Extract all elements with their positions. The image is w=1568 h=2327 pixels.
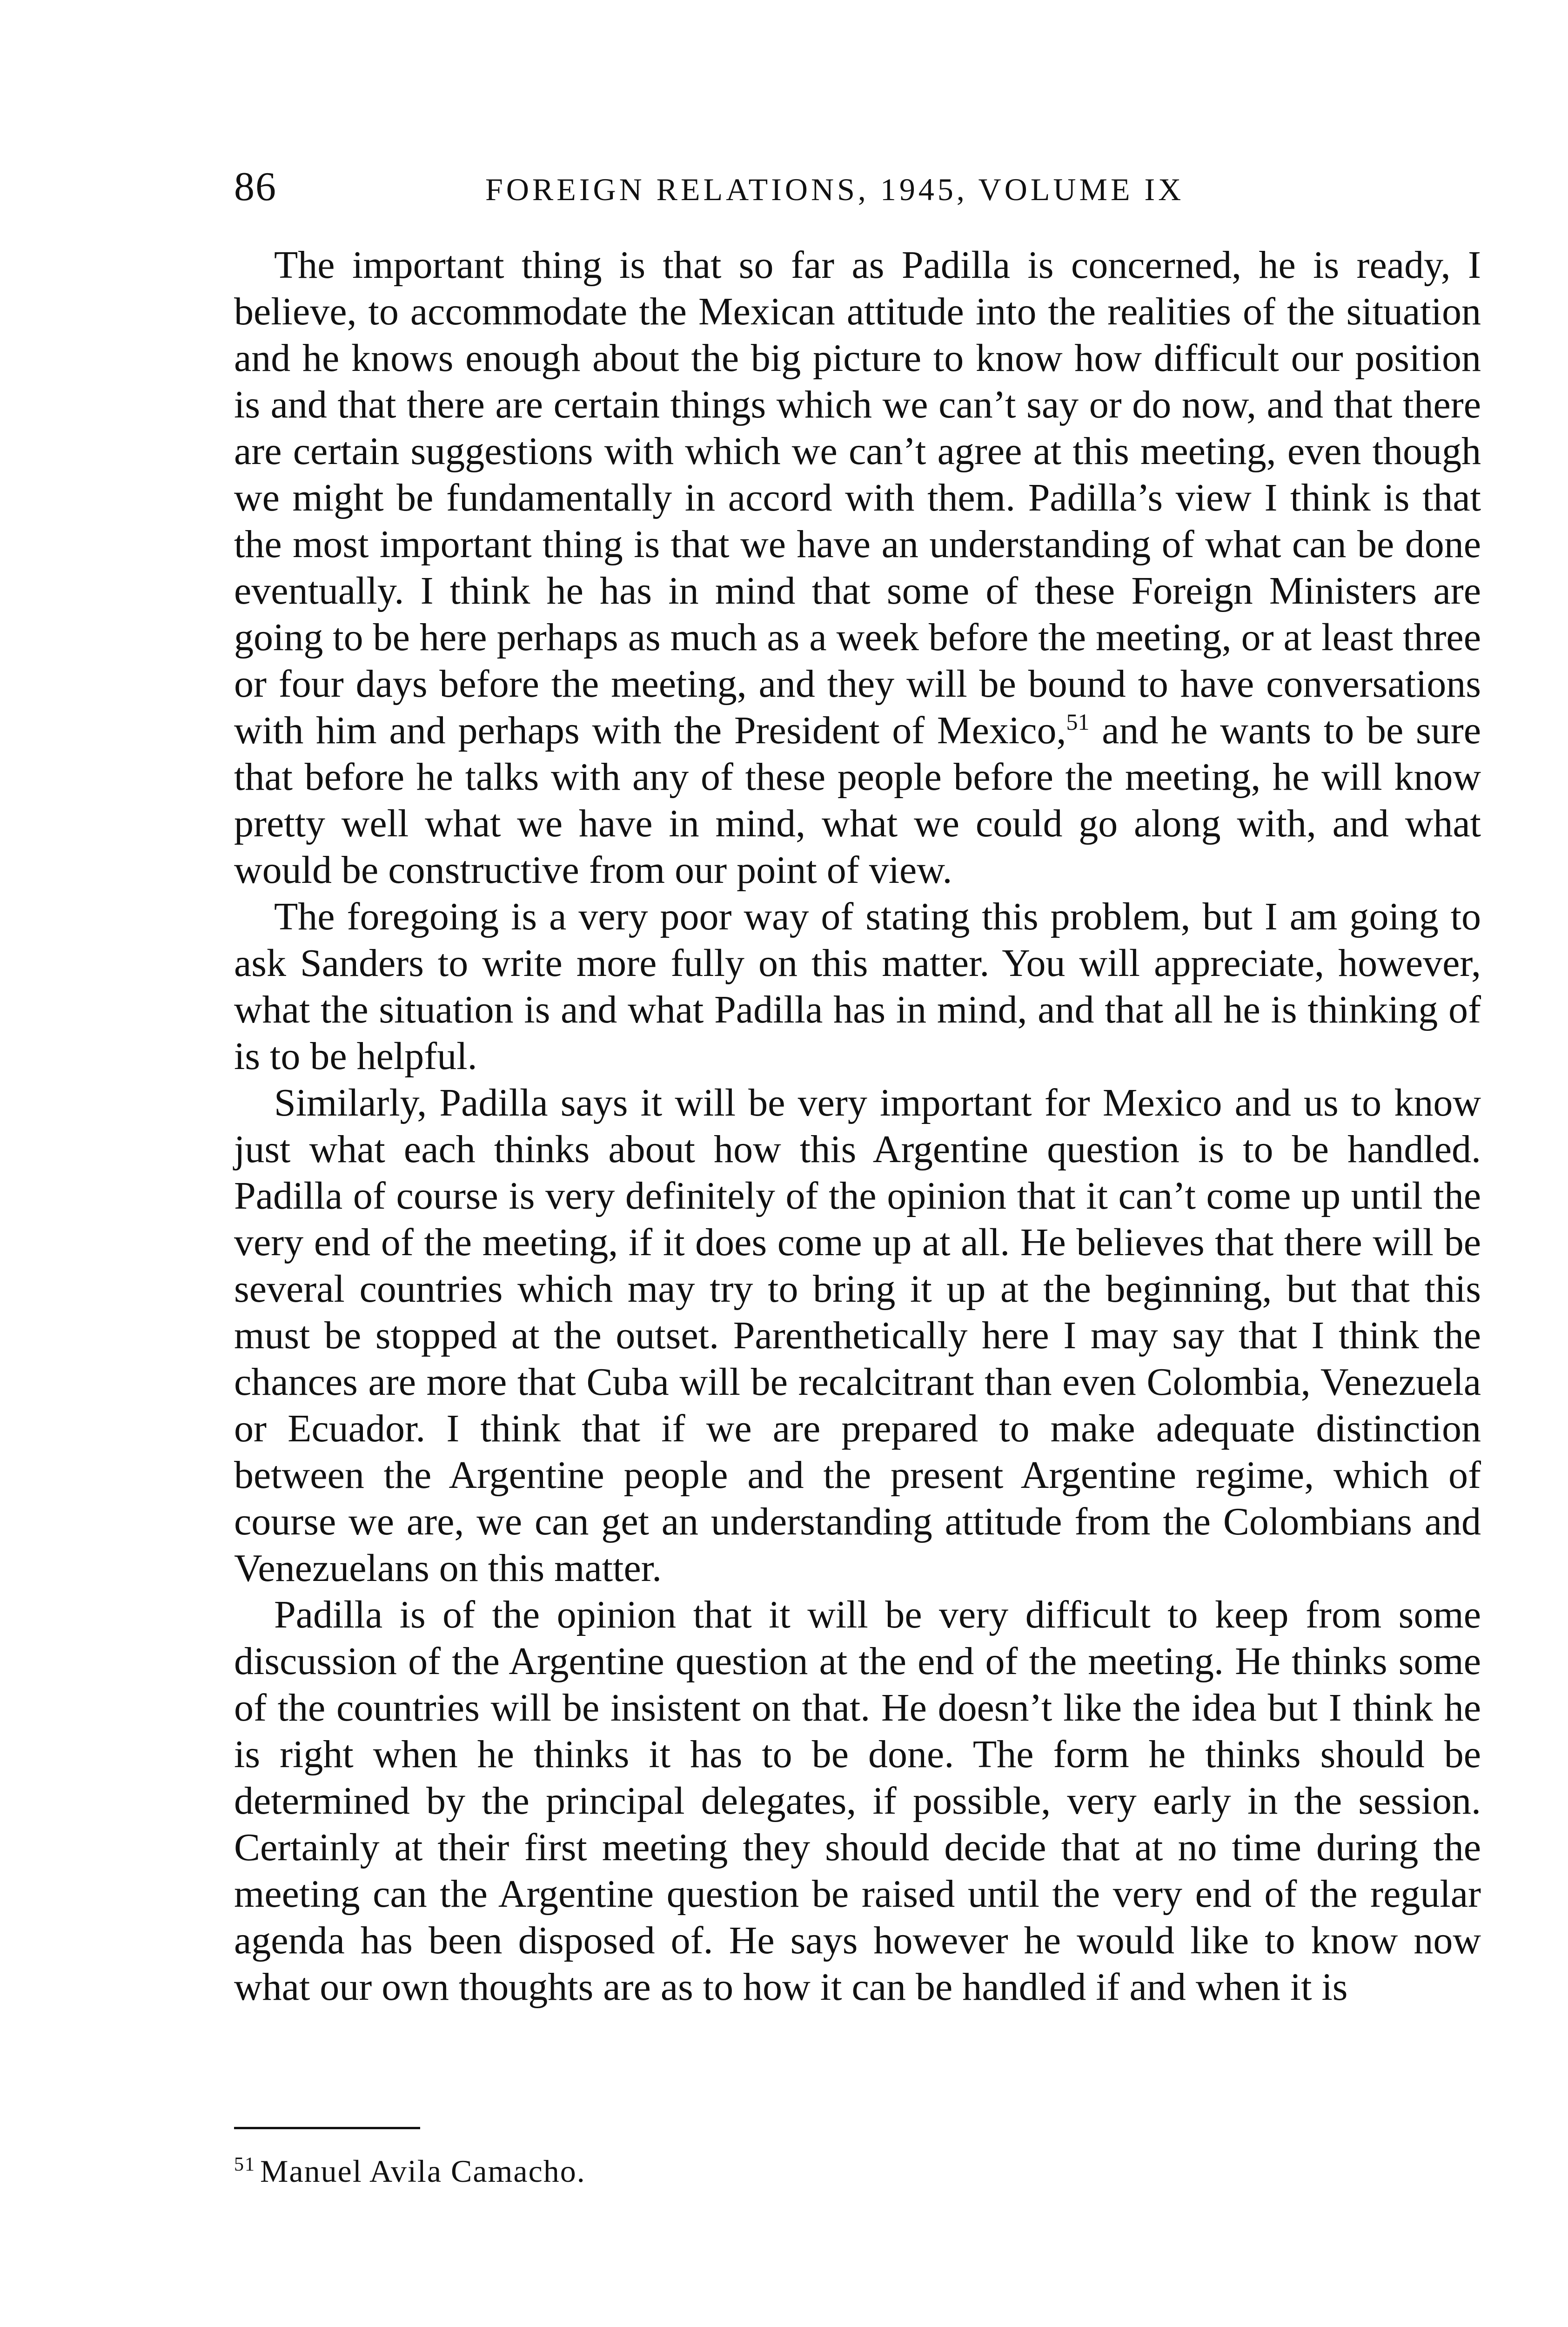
footnote-reference: 51 — [1066, 709, 1090, 735]
paragraph-text: The important thing is that so far as Padilla is concerned, he is ready, I believe, to accommodate the Mexican attitude into the realities of the situation and he knows enough about the big picture to know how difficult our position is and that there are certain things which we can’t say or do now, and that there are certain suggestions with which we can’t agree at this meeting, even though we might be fundamentally in accord with them. Padilla’s view I think is that the most important thing is that we have an understanding of what can be done eventually. I think he has in mind that some of these Foreign Ministers are going to be here perhaps as much as a week before the meeting, or at least three or four days before the meeting, and they will be bound to have conversations with him and perhaps with the President of Mexico, — [234, 243, 1481, 752]
footnote-marker: 51 — [234, 2154, 255, 2176]
footnote-text: Manuel Avila Camacho. — [260, 2153, 586, 2189]
paragraph: Padilla is of the opinion that it will be very difficult to keep from some discussion of the Argentine question at the end of the meeting. He thinks some of the countries will be insistent on that. He doesn’t like the idea but I think he is right when he thinks it has to be done. The form he thinks should be determined by the principal delegates, if possible, very early in the session. Certainly at their first meeting they should decide that at no time during the meeting can the Argentine question be raised until the very end of the regular agenda has been disposed of. He says however he would like to know now what our own thoughts are as to how it can be handled if and when it is — [234, 1593, 1481, 2009]
page-header — [234, 164, 1481, 215]
paragraph: Similarly, Padilla says it will be very important for Mexico and us to know just what each thinks about how this Argentine question is to be handled. Padilla of course is very definitely of the opinion that it can’t come up until the very end of the meeting, if it does come up at all. He believes that there will be several countries which may try to bring it up at the beginning, but that this must be stopped at the outset. Parenthetically here I may say that I think the chances are more that Cuba will be recalcitrant than even Colombia, Venezuela or Ecuador. I think that if we are prepared to make adequate distinction between the Argentine people and the present Argentine regime, which of course we are, we can get an understanding attitude from the Colombians and Venezuelans on this matter. — [234, 1081, 1481, 1590]
paragraph-text: and he wants to be sure that before he talks with any of these people before the meeting, he will know pretty well what we have in mind, what we could go along with, and what would be constructive from our point of view. — [234, 709, 1481, 892]
footnote-divider — [234, 2127, 420, 2129]
footnote — [234, 2150, 1481, 2192]
paragraph: The foregoing is a very poor way of stating this problem, but I am going to ask Sanders to write more fully on this matter. You will appreciate, however, what the situation is and what Padilla has in mind, and that all he is thinking of is to be helpful. — [234, 895, 1481, 1078]
body-text — [234, 242, 1481, 2011]
running-head: FOREIGN RELATIONS, 1945, VOLUME IX — [485, 172, 1185, 207]
page-number: 86 — [234, 164, 277, 209]
paragraph — [234, 242, 1481, 894]
